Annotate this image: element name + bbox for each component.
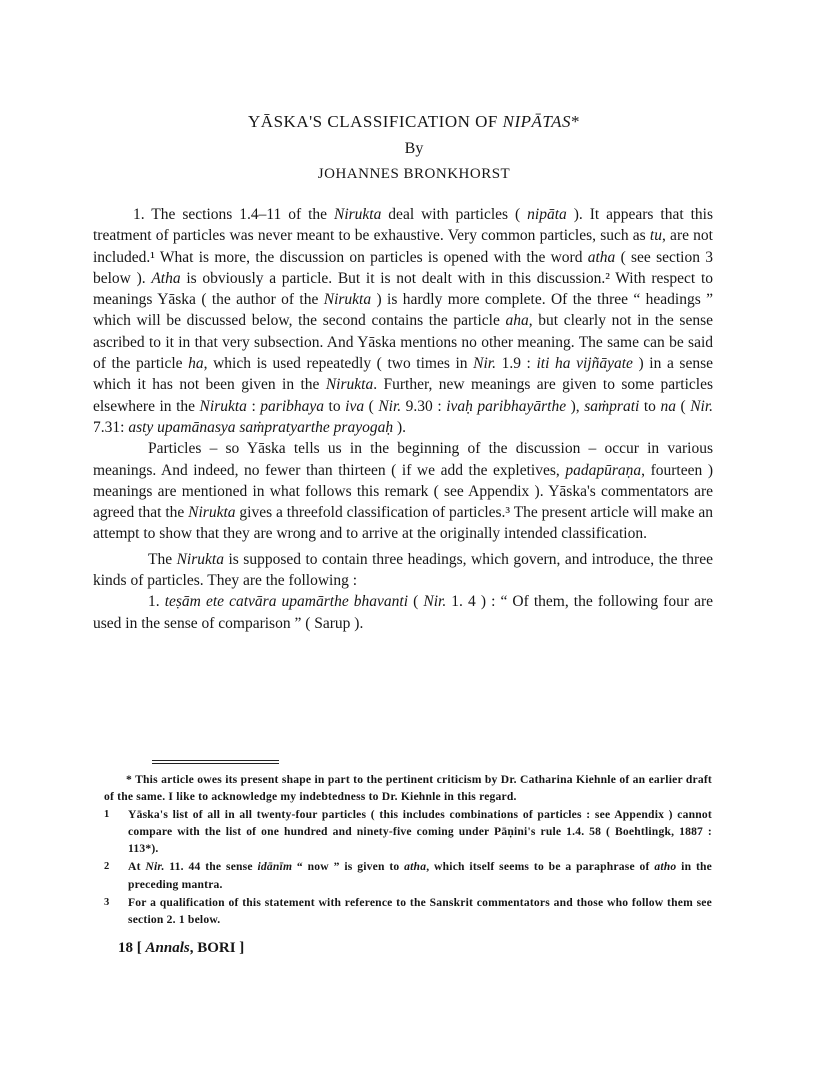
title-asterisk: * <box>570 112 580 131</box>
footnotes <box>104 771 712 929</box>
paragraph-3: The Nirukta is supposed to contain three headings, which govern, and introduce, the three kinds of particles. They are the following : <box>93 550 713 590</box>
journal-name: Annals <box>145 940 190 956</box>
page-number: 18 <box>118 940 133 956</box>
page-footer: 18 [ Annals, BORI ] <box>118 940 245 956</box>
paragraph-2: Particles – so Yāska tells us in the beginning of the discussion – occur in various meanings. And indeed, no fewer than thirteen ( if we add the expletives, padapūraṇa, fourteen ) meanings are mentioned in what follows this remark ( see Appendix ). Yāska's commentators are agreed that the Nirukta gives a threefold classification of particles.³ The present article will make an attempt to show that they are wrong and to arrive at the originally intended classification. <box>93 440 713 543</box>
article-body <box>93 204 713 634</box>
footnote-1: 1 Yāska's list of all in all twenty-four particles ( this includes combinations of particles : see Appendix ) cannot compare with the list of one hundred and ninety-five coming under Pāṇini's rule 1.4. 58 ( Boehtlingk, 1887 : 113*). <box>104 808 712 856</box>
title-italic: NIPĀTAS <box>502 112 571 131</box>
footnote-3: 3 For a qualification of this statement with reference to the Sanskrit commentators and those who follow them see section 2. 1 below. <box>104 895 712 926</box>
author-name: JOHANNES BRONKHORST <box>317 166 511 182</box>
byline: By <box>404 140 424 157</box>
title-text: YĀSKA'S CLASSIFICATION OF <box>248 112 503 131</box>
footnote-star: * This article owes its present shape in part to the pertinent criticism by Dr. Catharina Kiehnle of an earlier draft of the same. I like to acknowledge my indebtedness to Dr. Kiehnle in this regard. <box>104 773 712 804</box>
paragraph-1: 1. The sections 1.4–11 of the Nirukta deal with particles ( nipāta ). It appears that this treatment of particles was never meant to be exhaustive. Very common particles, such as tu, are not included.¹ What is more, the discussion on particles is opened with the word atha ( see section 3 below ). Atha is obviously a particle. But it is not dealt with in this discussion.² With respect to meanings Yāska ( the author of the Nirukta ) is hardly more complete. Of the three “ headings ” which will be discussed below, the second contains the particle aha, but clearly not in the sense ascribed to it in that very subsection. And Yāska mentions no other meaning. The same can be said of the particle ha, which is used repeatedly ( two times in Nir. 1.9 : iti ha vijñāyate ) in a sense which it has not been given in the Nirukta. Further, new meanings are given to some particles elsewhere in the Nirukta : paribhaya to iva ( Nir. 9.30 : ivaḥ paribhayārthe ), saṁprati to na ( Nir. 7.31: asty upamānasya saṁpratyarthe prayogaḥ ). <box>93 206 714 436</box>
heading-list-item-1: 1. teṣām ete catvāra upamārthe bhavanti ( Nir. 1. 4 ) : “ Of them, the following four are used in the sense of comparison ” ( Sarup ). <box>93 593 714 632</box>
article-title <box>0 112 828 132</box>
footnote-2: 2 At Nir. 11. 44 the sense idānīm “ now ” is given to atha, which itself seems to be a paraphrase of atho in the preceding mantra. <box>104 860 713 891</box>
footnote-separator <box>152 760 279 764</box>
